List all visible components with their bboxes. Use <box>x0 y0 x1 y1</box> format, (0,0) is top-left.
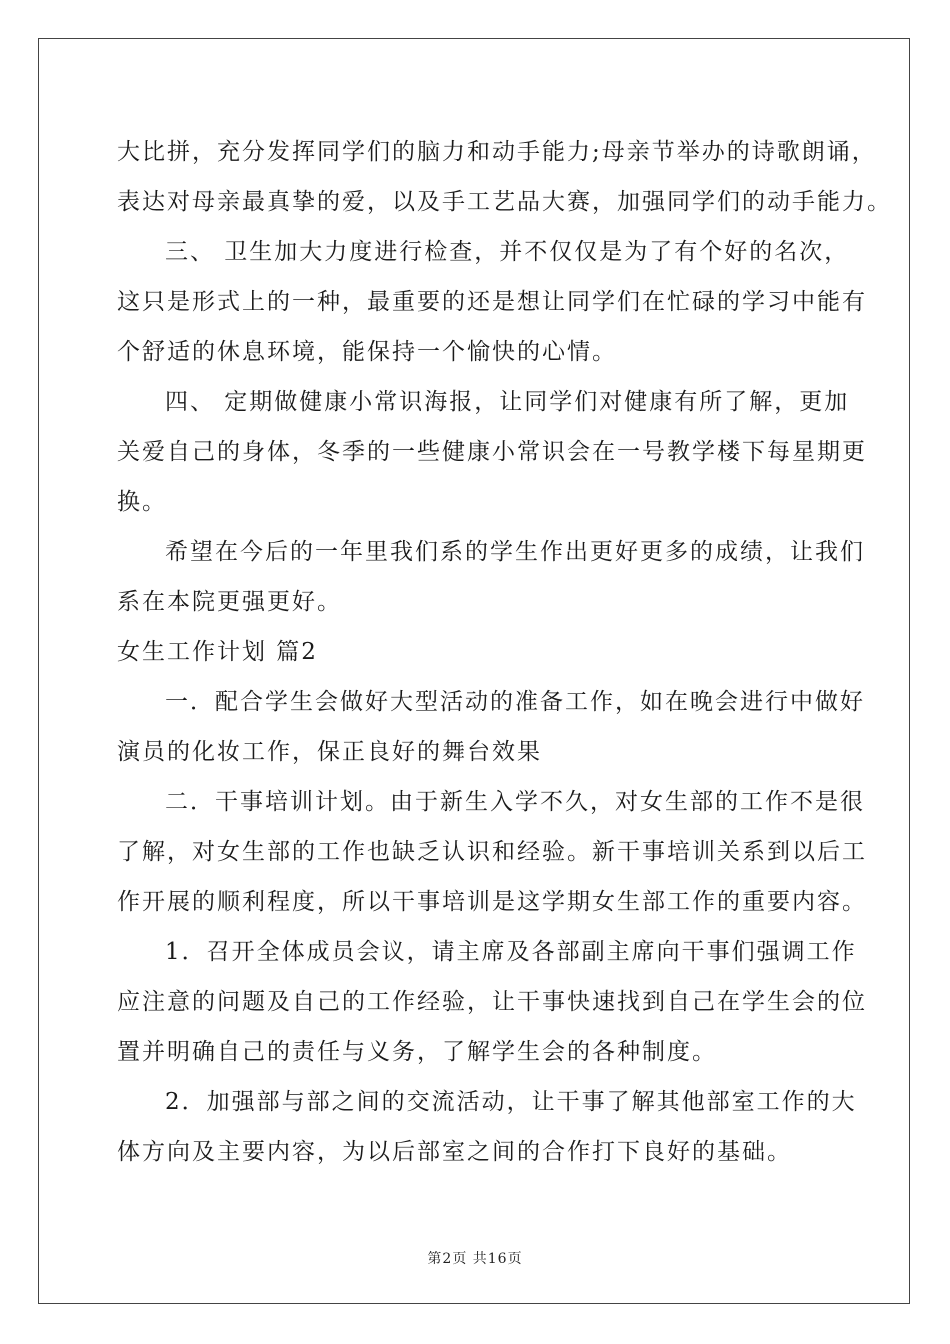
text-line: 大比拼，充分发挥同学们的脑力和动手能力;母亲节举办的诗歌朗诵， <box>117 139 877 165</box>
text-line: 四、 定期做健康小常识海报，让同学们对健康有所了解，更加 <box>165 389 850 415</box>
text-line: 了解，对女生部的工作也缺乏认识和经验。新干事培训关系到以后工 <box>117 839 867 865</box>
text-line: 个舒适的休息环境，能保持一个愉快的心情。 <box>117 339 617 365</box>
section-heading: 女生工作计划 篇2 <box>117 639 318 665</box>
text-line: 体方向及主要内容，为以后部室之间的合作打下良好的基础。 <box>117 1139 792 1165</box>
text-line: 三、 卫生加大力度进行检查，并不仅仅是为了有个好的名次， <box>165 239 850 265</box>
text-line: 这只是形式上的一种，最重要的还是想让同学们在忙碌的学习中能有 <box>117 289 867 315</box>
text-line: 希望在今后的一年里我们系的学生作出更好更多的成绩，让我们 <box>165 539 865 565</box>
text-line: 一．配合学生会做好大型活动的准备工作，如在晚会进行中做好 <box>165 689 865 715</box>
text-line: 1．召开全体成员会议，请主席及各部副主席向干事们强调工作 <box>165 939 857 965</box>
text-line: 2．加强部与部之间的交流活动，让干事了解其他部室工作的大 <box>165 1089 857 1115</box>
document-body <box>117 127 892 1177</box>
text-line: 置并明确自己的责任与义务，了解学生会的各种制度。 <box>117 1039 717 1065</box>
text-line: 换。 <box>117 489 167 515</box>
text-line: 演员的化妆工作，保正良好的舞台效果 <box>117 739 542 765</box>
text-line: 关爱自己的身体，冬季的一些健康小常识会在一号教学楼下每星期更 <box>117 439 867 465</box>
text-line: 系在本院更强更好。 <box>117 589 342 615</box>
text-line: 应注意的问题及自己的工作经验，让干事快速找到自己在学生会的位 <box>117 989 867 1015</box>
text-line: 表达对母亲最真挚的爱，以及手工艺品大赛，加强同学们的动手能力。 <box>117 189 892 215</box>
text-line: 作开展的顺利程度，所以干事培训是这学期女生部工作的重要内容。 <box>117 889 867 915</box>
text-line: 二．干事培训计划。由于新生入学不久，对女生部的工作不是很 <box>165 789 865 815</box>
page-footer: 第2页 共16页 <box>427 1251 523 1267</box>
